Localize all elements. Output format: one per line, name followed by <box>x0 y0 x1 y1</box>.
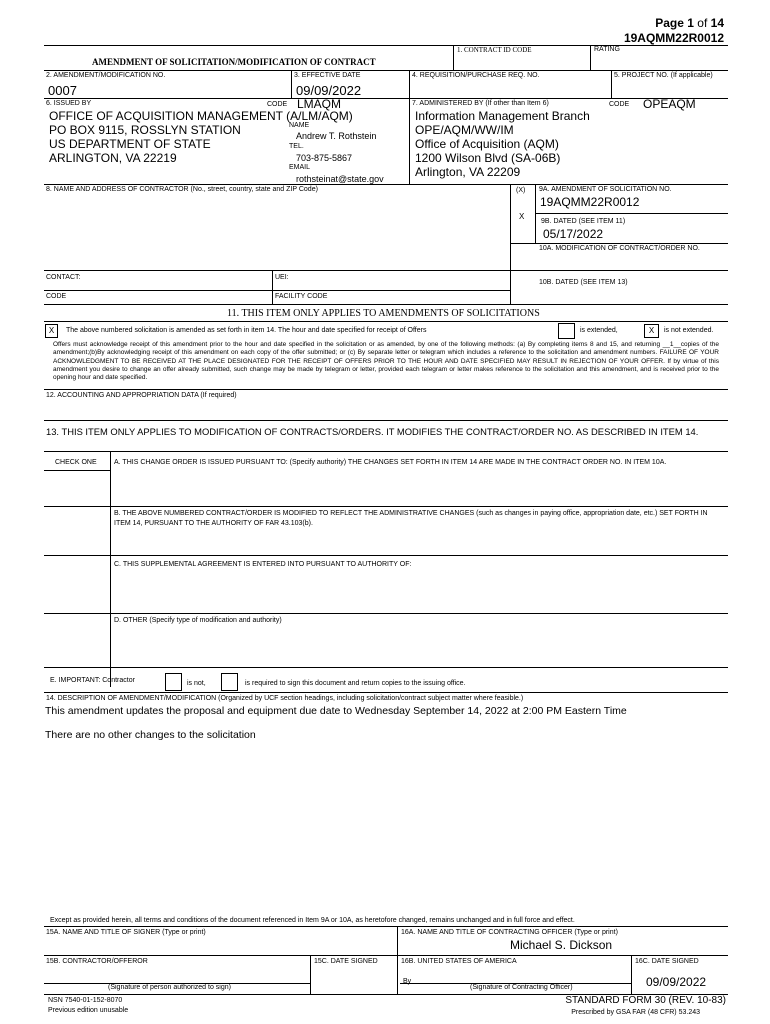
uei-label: UEI: <box>275 274 289 281</box>
page-total: 14 <box>710 16 724 30</box>
page-indicator <box>655 16 724 30</box>
not-extended-label: is not extended. <box>664 327 714 334</box>
administered-by-line-4: 1200 Wilson Blvd (SA-06B) <box>415 151 561 165</box>
item15c-label: 15C. DATE SIGNED <box>314 958 378 965</box>
administered-by-line-5: Arlington, VA 22209 <box>415 165 521 179</box>
item16c-label: 16C. DATE SIGNED <box>635 958 699 965</box>
contact-tel: 703-875-5867 <box>296 153 353 163</box>
terms-note: Except as provided herein, all terms and conditions of the document referenced in Item 9A or 10A, as heretofore changed, remains unchanged and in full force and effect. <box>50 917 575 924</box>
rating-label: RATING <box>594 46 620 53</box>
item9b-label: 9B. DATED (SEE ITEM 11) <box>541 218 626 225</box>
administered-by-line-1: Information Management Branch <box>415 109 590 123</box>
is-not-checkbox[interactable] <box>165 673 182 691</box>
email-label: EMAIL <box>289 164 311 171</box>
item4-label: 4. REQUISITION/PURCHASE REQ. NO. <box>412 72 540 79</box>
contractor-signature-caption: (Signature of person authorized to sign) <box>108 984 231 991</box>
item10b-label: 10B. DATED (SEE ITEM 13) <box>539 279 628 286</box>
item9a-mark: X <box>519 212 525 221</box>
item11-body: Offers must acknowledge receipt of this amendment prior to the hour and date specified in the solicitation or as amended, by one of the following methods: (a) By completing items 8 and 15, and returning __1__copies of the amendment;(b)By acknowledging receipt of this amendment on each copy of the offer submitted; or (c) By separate letter or telegram which includes a reference to the solicitation and amendment numbers. FAILURE OF YOUR ACKNOWLEDGMENT TO BE RECEIVED AT THE PLACE DESIGNATED FOR THE RECEIPT OF OFFERS PRIOR TO THE HOUR AND DATE SPECIFIED MAY RESULT IN REJECTION OF YOUR OFFER. If by virtue of this amendment you desire to change an offer already submitted, such change may be made by telegram or letter, provided each telegram or letter makes reference to the solicitation and this amendment, and is received prior to the opening hour and date specified. <box>53 341 719 382</box>
contractor-code-label: CODE <box>46 293 67 300</box>
standard-form-label: STANDARD FORM 30 (REV. 10-83) <box>565 995 726 1006</box>
page-of-label: of <box>697 16 708 30</box>
item16a-label: 16A. NAME AND TITLE OF CONTRACTING OFFICER (Type or print) <box>401 929 618 936</box>
item14-line-2: There are no other changes to the solicitation <box>45 729 256 741</box>
extended-label: is extended, <box>580 327 618 334</box>
item3-label: 3. EFFECTIVE DATE <box>294 72 361 79</box>
administered-by-line-3: Office of Acquisition (AQM) <box>415 137 559 151</box>
contact-name: Andrew T. Rothstein <box>296 131 377 141</box>
item13a-text: A. THIS CHANGE ORDER IS ISSUED PURSUANT TO: (Specify authority) THE CHANGES SET FORTH IN ITEM 14 ARE MADE IN THE CONTRACT ORDER NO. IN ITEM 10A. <box>114 459 667 466</box>
issued-by-line-2: PO BOX 9115, ROSSLYN STATION <box>49 123 241 137</box>
item6-code-label: CODE <box>267 101 288 108</box>
by-label: By <box>403 978 412 985</box>
item13d-text: D. OTHER (Specify type of modification and authority) <box>114 617 282 624</box>
not-extended-mark: X <box>648 326 655 335</box>
item7-label: 7. ADMINISTERED BY (If other than Item 6) <box>412 100 549 107</box>
item12-label: 12. ACCOUNTING AND APPROPRIATION DATA (If required) <box>46 392 237 399</box>
prescribed-by: Prescribed by GSA FAR (48 CFR) 53.243 <box>571 1009 700 1016</box>
page-number: 1 <box>687 16 694 30</box>
item13e-text: is required to sign this document and return copies to the issuing office. <box>245 680 466 687</box>
facility-code-label: FACILITY CODE <box>275 293 328 300</box>
item11-checkbox[interactable] <box>45 324 58 338</box>
amendment-of-solicitation-number: 19AQMM22R0012 <box>540 195 640 209</box>
tel-label: TEL. <box>289 143 304 150</box>
item13b-text: B. THE ABOVE NUMBERED CONTRACT/ORDER IS MODIFIED TO REFLECT THE ADMINISTRATIVE CHANGES (such as changes in paying office, appropriation date, etc.) SET FORTH IN ITEM 14, PURSUANT TO THE AUTHORITY OF FAR 43.103(b). <box>114 510 708 527</box>
item15b-label: 15B. CONTRACTOR/OFFEROR <box>46 958 148 965</box>
nsn-number: NSN 7540-01-152-8070 <box>48 997 123 1004</box>
name-label: NAME <box>289 122 310 129</box>
item6-label: 6. ISSUED BY <box>46 100 92 107</box>
check-one-label: CHECK ONE <box>55 459 97 466</box>
item9-x-header: (X) <box>516 187 526 194</box>
is-required-checkbox[interactable] <box>221 673 238 691</box>
item13-header: 13. THIS ITEM ONLY APPLIES TO MODIFICATION OF CONTRACTS/ORDERS. IT MODIFIES THE CONTRACT/ORDER NO. AS DESCRIBED IN ITEM 14. <box>46 426 699 437</box>
is-not-label: is not, <box>187 680 206 687</box>
solicitation-dated: 05/17/2022 <box>543 227 604 241</box>
date-signed: 09/09/2022 <box>646 975 707 989</box>
issued-by-line-1: OFFICE OF ACQUISITION MANAGEMENT (A/LM/AQM) <box>49 109 353 123</box>
amendment-number: 0007 <box>48 83 77 98</box>
item13e-label: E. IMPORTANT: Contractor <box>50 677 135 684</box>
contracting-officer-signature-caption: (Signature of Contracting Officer) <box>470 984 573 991</box>
contracting-officer-name: Michael S. Dickson <box>510 938 613 952</box>
item1-label: 1. CONTRACT ID CODE <box>457 46 532 54</box>
administered-by-code: OPEAQM <box>643 97 696 111</box>
issued-by-line-4: ARLINGTON, VA 22219 <box>49 151 177 165</box>
item11-header: 11. THIS ITEM ONLY APPLIES TO AMENDMENTS OF SOLICITATIONS <box>227 308 540 319</box>
page-label: Page <box>655 16 684 30</box>
header-solicitation-id: 19AQMM22R0012 <box>623 31 724 45</box>
item11-text: The above numbered solicitation is amended as set forth in item 14. The hour and date specified for receipt of Offers <box>66 327 427 334</box>
item16b-label: 16B. UNITED STATES OF AMERICA <box>401 958 517 965</box>
form-title: AMENDMENT OF SOLICITATION/MODIFICATION OF CONTRACT <box>92 57 376 67</box>
administered-by-line-2: OPE/AQM/WW/IM <box>415 123 514 137</box>
item14-label: 14. DESCRIPTION OF AMENDMENT/MODIFICATION (Organized by UCF section headings, including solicitation/contract subject matter where feasible.) <box>46 695 524 702</box>
contact-email: rothsteinat@state.gov <box>296 174 384 184</box>
item11-check-mark: X <box>48 326 55 335</box>
issued-by-code: LMAQM <box>297 97 342 111</box>
item8-label: 8. NAME AND ADDRESS OF CONTRACTOR (No., street, country, state and ZIP Code) <box>46 186 318 193</box>
not-extended-checkbox[interactable] <box>644 324 659 338</box>
contact-label: CONTACT: <box>46 274 81 281</box>
item7-code-label: CODE <box>609 101 630 108</box>
item14-line-1: This amendment updates the proposal and equipment due date to Wednesday September 14, 2022 at 2:00 PM Eastern Time <box>45 705 627 717</box>
issued-by-line-3: US DEPARTMENT OF STATE <box>49 137 211 151</box>
item10a-label: 10A. MODIFICATION OF CONTRACT/ORDER NO. <box>539 245 700 252</box>
extended-checkbox[interactable] <box>558 323 575 339</box>
item9a-label: 9A. AMENDMENT OF SOLICITATION NO. <box>539 186 672 193</box>
item5-label: 5. PROJECT NO. (If applicable) <box>614 72 713 79</box>
previous-edition-note: Previous edition unusable <box>48 1007 129 1014</box>
item13c-text: C. THIS SUPPLEMENTAL AGREEMENT IS ENTERED INTO PURSUANT TO AUTHORITY OF: <box>114 561 412 568</box>
effective-date: 09/09/2022 <box>296 83 362 98</box>
item15a-label: 15A. NAME AND TITLE OF SIGNER (Type or print) <box>46 929 206 936</box>
item2-label: 2. AMENDMENT/MODIFICATION NO. <box>46 72 166 79</box>
